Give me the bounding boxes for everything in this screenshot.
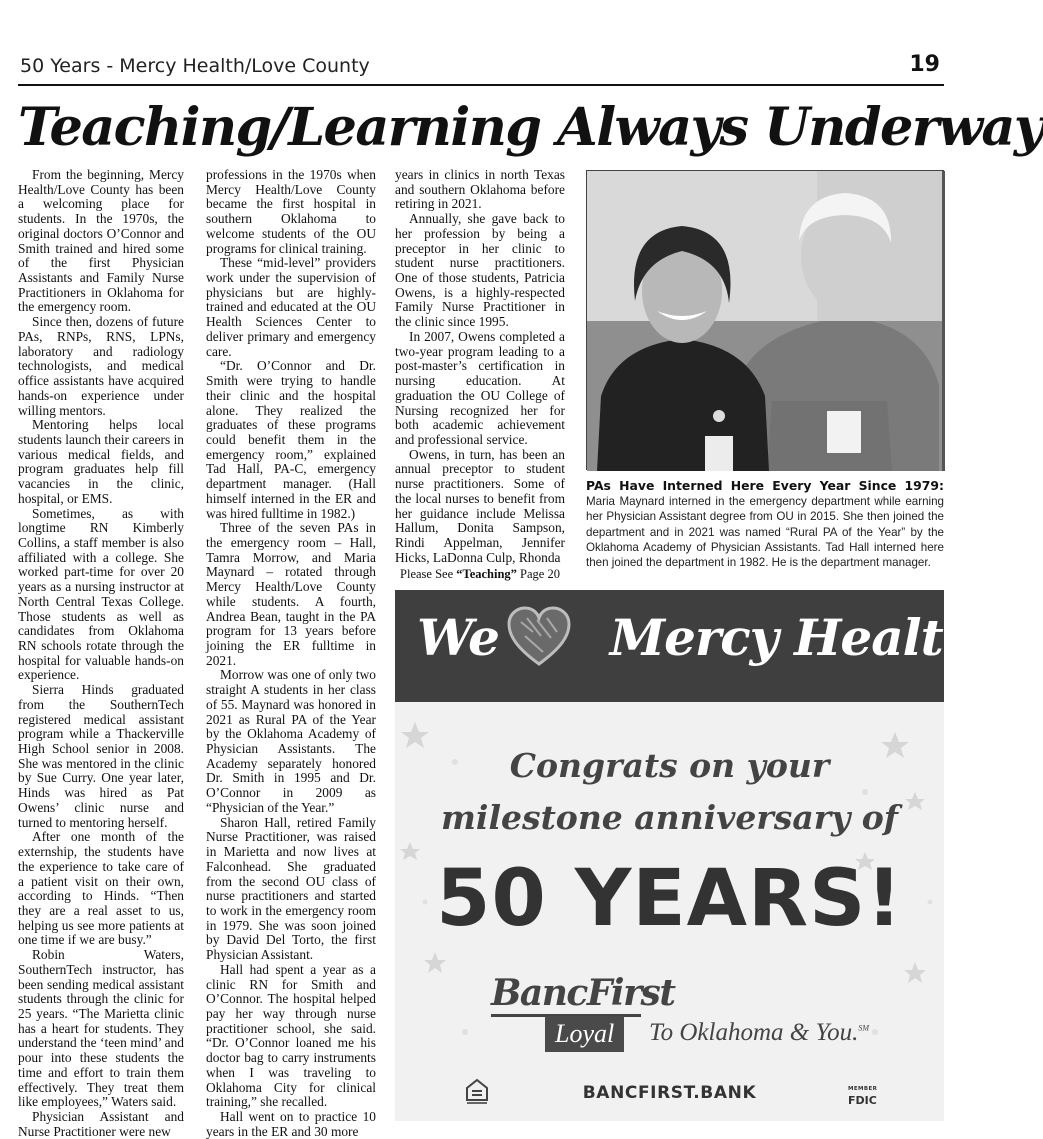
paragraph: Robin Waters, SouthernTech instructor, has been sending medical assistant students through the clinic for 25 years. “The Marietta clinic has a heart for students. They understand the ‘teen mind’ and pour into these students the time and effort to train them effectively. They treat them like employees,” Waters said. (18, 947, 184, 1110)
jump-page: Page 20 (520, 567, 560, 581)
service-mark: SM (858, 1023, 869, 1033)
paragraph: After one month of the externship, the students have the experience to take care of a patient visit on their own, according to Hinds. “Then they are a real asset to us, helping us see more patients at one time if we are busy.” (18, 829, 184, 948)
paragraph: years in clinics in north Texas and southern Oklahoma before retiring in 2021. (395, 167, 565, 212)
bancfirst-advertisement (395, 590, 979, 1121)
caption-body: Maria Maynard interned in the emergency department while earning her Physician Assistant degree from OU in 2015. She then joined the department and in 2021 was named “Rural PA of the Year” by the Oklahoma Academy of Physician Assistants. Tad Hall interned here then joined the department in 1982. He is the department manager. (586, 495, 944, 570)
fdic-logo (848, 1084, 877, 1106)
ad-tagline (649, 1019, 869, 1047)
paragraph: These “mid-level” providers work under the supervision of physicians but are highly-trained and educated at the OU Health Sciences Center to deliver primary and emergency care. (206, 255, 376, 359)
fdic-label: FDIC (848, 1094, 877, 1107)
paragraph: Three of the seven PAs in the emergency room – Hall, Tamra Morrow, and Maria Maynard – rotated through Mercy Health/Love County while students. A fourth, Andrea Bean, taught in the PA program for 13 years before joining the ER fulltime in 2021. (206, 520, 376, 668)
tagline-text: To Oklahoma & You. (649, 1019, 859, 1046)
jump-prefix: Please See (400, 567, 454, 581)
paragraph: From the beginning, Mercy Health/Love County has been a welcoming place for students. In the 1970s, the original doctors O’Connor and Smith trained and hired some of the first Physician Assistants and Family Nurse Practitioners in Oklahoma for the emergency room. (18, 167, 184, 315)
heart-icon (507, 606, 571, 668)
paragraph: Morrow was one of only two straight A students in her class of 55. Maynard was honored in 2021 as Rural PA of the Year by the Oklahoma Academy of Physician Assistants. The Academy separately honored Dr. Smith in 1995 and Dr. O’Connor in 2009 as “Physician of the Year.” (206, 667, 376, 815)
article-column-1 (18, 167, 184, 1139)
banner-we: We (417, 608, 499, 667)
paragraph: “Dr. O’Connor and Dr. Smith were trying to handle their clinic and the hospital alone. They realized the graduates of these programs could benefit them in the emergency room,” explained Tad Hall, PA-C, emergency department manager. (Hall himself interned in the ER and was hired fulltime in 1982.) (206, 358, 376, 521)
congrats-line-1: Congrats on your (509, 746, 830, 785)
ad-banner-text (417, 608, 979, 667)
continued-jump-line (395, 567, 565, 582)
paragraph: Sharon Hall, retired Family Nurse Practitioner, was raised in Marietta and now lives at Falconhead. She graduated from the second OU class of nurse practitioners and started to work in the emergency room in 1979. She was soon joined by David Del Torto, the first Physician Assistant. (206, 814, 376, 963)
paragraph: Hall had spent a year as a clinic RN for Smith and O’Connor. The hospital helped pay her way through nurse practitioner school, she said. “Dr. O’Connor loaned me his doctor bag to carry instruments when I was traveling to Oklahoma City for clinical training,” she recalled. (206, 961, 376, 1110)
page-header (18, 52, 944, 86)
paragraph: Since then, dozens of future PAs, RNPs, RNS, LPNs, laboratory and radiology technologists, and medical office assistants have acquired hands-on experience under willing mentors. (18, 314, 184, 418)
fdic-member-label: MEMBER (848, 1086, 878, 1092)
page-number: 19 (909, 52, 940, 77)
paragraph: Annually, she gave back to her profession by being a preceptor in her clinic to student nurse practitioners. One of those students, Patricia Owens, is a highly-respected Family Nurse Practitioner in the clinic since 1995. (395, 211, 565, 330)
paragraph: Owens, in turn, has been an annual preceptor to student nurse practitioners. Some of the local nurses to benefit from her guidance include Melissa Hallum, Donita Sampson, Rindi Appelman, Jennifer Hicks, LaDonna Culp, Rhonda (395, 446, 565, 565)
article-column-3 (395, 168, 565, 570)
congrats-line-2: milestone anniversary of (441, 798, 898, 837)
jump-keyword: “Teaching” (456, 567, 517, 581)
paragraph: Mentoring helps local students launch their careers in various medical fields, and program graduates help fill vacancies in the clinic, hospital, or EMS. (18, 417, 184, 506)
paragraph: In 2007, Owens completed a two-year program leading to a post-master’s certification in nursing education. At graduation the OU College of Nursing recognized her for both academic achievement and professional service. (395, 328, 565, 447)
article-headline: Teaching/Learning Always Underway (18, 97, 1043, 158)
article-column-2 (206, 167, 376, 1139)
bancfirst-logo: BancFirst (491, 972, 675, 1014)
loyal-badge: Loyal (545, 1016, 624, 1052)
caption-title: PAs Have Interned Here Every Year Since 1979: (586, 478, 944, 493)
paragraph: Sierra Hinds graduated from the SouthernTech registered medical assistant program while a Thackerville High School senior in 2008. She was mentored in the clinic by Sue Curry. One year later, Hinds was hired as Pat Owens’ clinic nurse and turned to mentoring herself. (18, 682, 184, 830)
paragraph: professions in the 1970s when Mercy Health/Love County became the first hospital in southern Oklahoma to welcome students of the OU programs for clinical training. (206, 167, 376, 256)
photo-caption (586, 478, 944, 570)
photo-illustration (587, 171, 945, 471)
paragraph: Sometimes, as with longtime RN Kimberly Collins, a staff member is also affiliated with a college. She worked part-time for over 20 years as a nursing instructor at North Central Texas College. Those students as well as candidates from Oklahoma RN schools rotate through the hospital for valuable hands-on experience. (18, 505, 184, 683)
ad-congrats-message (395, 740, 944, 844)
ad-years-headline: 50 YEARS! (436, 854, 903, 944)
banner-mercy-health: Mercy Health (609, 608, 979, 667)
staff-photo (586, 170, 944, 470)
ad-banner (395, 590, 979, 702)
paragraph: Physician Assistant and Nurse Practitioner were new (18, 1109, 184, 1139)
running-title: 50 Years - Mercy Health/Love County (20, 55, 370, 77)
bancfirst-url: BANCFIRST.BANK (582, 1083, 757, 1103)
paragraph: Hall went on to practice 10 years in the ER and 30 more (206, 1109, 376, 1139)
